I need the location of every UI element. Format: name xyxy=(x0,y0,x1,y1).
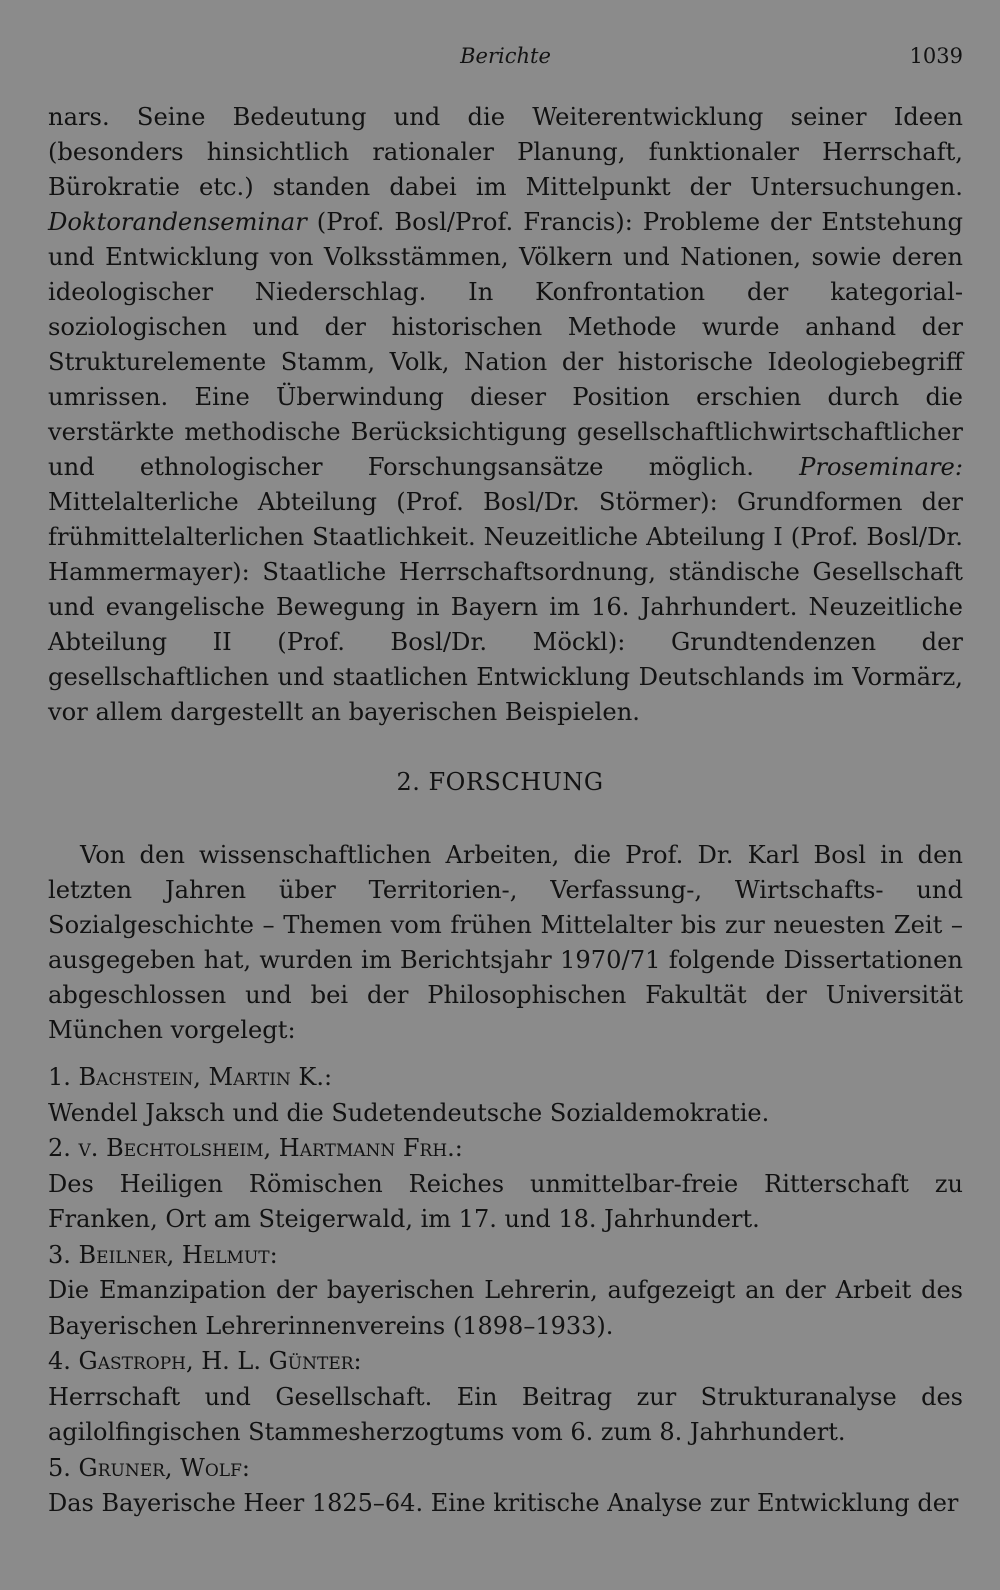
author-separator: : xyxy=(241,1453,250,1482)
paragraph-text: nars. Seine Bedeutung und die Weiterentwicklung seiner Ideen (besonders hinsichtlich rationaler Planung, funktionaler Herrschaft, Bürokratie etc.) standen dabei im Mittelpunkt der Untersuchungen. xyxy=(48,103,963,201)
dissertation-title: Wendel Jaksch und die Sudetendeutsche Sozialdemokratie. xyxy=(48,1098,770,1127)
dissertation-title: Des Heiligen Römischen Reiches unmittelbar-freie Ritterschaft zu Franken, Ort am Steigerwald, im 17. und 18. Jahrhundert. xyxy=(48,1169,963,1233)
dissertation-title: Das Bayerische Heer 1825–64. Eine kritische Analyse zur Entwicklung der xyxy=(48,1489,959,1517)
dissertation-title: Die Emanzipation der bayerischen Lehrerin, aufgezeigt an der Arbeit des Bayerischen Lehrerinnenvereins (1898–1933). xyxy=(48,1276,963,1340)
dissertation-item xyxy=(48,1060,963,1131)
paragraph-text: (Prof. Bosl/Prof. Francis): Probleme der Entstehung und Entwicklung von Volksstämmen, Völkern und Nationen, sowie deren ideologischer Niederschlag. In Konfrontation der kategorial-soziologischen und der historischen Methode wurde anhand der Strukturelemente Stamm, Volk, Nation der historische Ideologiebegriff umrissen. Eine Überwindung dieser Position erschien durch die verstärkte methodische Berücksichtigung gesellschaftlichwirtschaftlicher und ethnologischer Forschungsansätze möglich. xyxy=(48,208,963,481)
dissertation-author-line xyxy=(48,1451,963,1487)
item-number: 1. xyxy=(48,1063,79,1091)
dissertation-author-line xyxy=(48,1238,963,1274)
dissertation-item xyxy=(48,1238,963,1345)
author-name: Beilner, Helmut xyxy=(78,1240,270,1269)
running-header xyxy=(48,44,963,74)
author-separator: : xyxy=(324,1063,333,1091)
item-number: 3. xyxy=(48,1240,79,1269)
author-separator: : xyxy=(353,1347,362,1375)
dissertation-item xyxy=(48,1131,963,1238)
item-number: 4. xyxy=(48,1347,79,1375)
dissertation-item xyxy=(48,1344,963,1451)
italic-term-proseminare: Proseminare: xyxy=(799,453,963,481)
running-title: Berichte xyxy=(460,44,551,68)
dissertation-list xyxy=(48,1060,963,1522)
paragraph-text: Mittelalterliche Abteilung (Prof. Bosl/Dr. Störmer): Grundformen der frühmittelalterlichen Staatlichkeit. Neuzeitliche Abteilung I (Prof. Bosl/Dr. Hammermayer): Staatliche Herrschaftsordnung, ständische Gesellschaft und evangelische Bewegung in Bayern im 16. Jahrhundert. Neuzeitliche Abteilung II (Prof. Bosl/Dr. Möckl): Grundtendenzen der gesellschaftlichen und staatlichen Entwicklung Deutschlands im Vormärz, vor allem dargestellt an bayerischen Beispielen. xyxy=(48,488,963,726)
author-name: Bachstein, Martin K. xyxy=(78,1063,324,1091)
page-number: 1039 xyxy=(909,44,963,68)
author-name: v. Bechtolsheim, Hartmann Frh. xyxy=(78,1134,455,1162)
section-heading: 2. FORSCHUNG xyxy=(396,768,604,796)
dissertation-title: Herrschaft und Gesellschaft. Ein Beitrag zur Strukturanalyse des agilolfingischen Stammesherzogtums vom 6. zum 8. Jahrhundert. xyxy=(48,1382,963,1446)
dissertation-author-line xyxy=(48,1060,963,1096)
paragraph-seminars xyxy=(48,100,963,730)
item-number: 2. xyxy=(48,1134,79,1162)
dissertation-item xyxy=(48,1451,963,1522)
paragraph-research-intro: Von den wissenschaftlichen Arbeiten, die Prof. Dr. Karl Bosl in den letzten Jahren über Territorien-, Verfassung-, Wirtschafts- und Sozialgeschichte – Themen vom frühen Mittelalter bis zur neuesten Zeit – ausgegeben hat, wurden im Berichtsjahr 1970/71 folgende Dissertationen abgeschlossen und bei der Philosophischen Fakultät der Universität München vorgelegt: xyxy=(48,841,963,1044)
author-separator: : xyxy=(269,1240,278,1269)
dissertation-author-line xyxy=(48,1344,963,1380)
dissertation-author-line xyxy=(48,1131,963,1167)
author-name: Gruner, Wolf xyxy=(78,1453,242,1482)
author-separator: : xyxy=(454,1134,463,1162)
item-number: 5. xyxy=(48,1453,79,1482)
italic-term-doktorandenseminar: Doktorandenseminar xyxy=(48,208,307,236)
author-name: Gastroph, H. L. Günter xyxy=(78,1347,354,1375)
